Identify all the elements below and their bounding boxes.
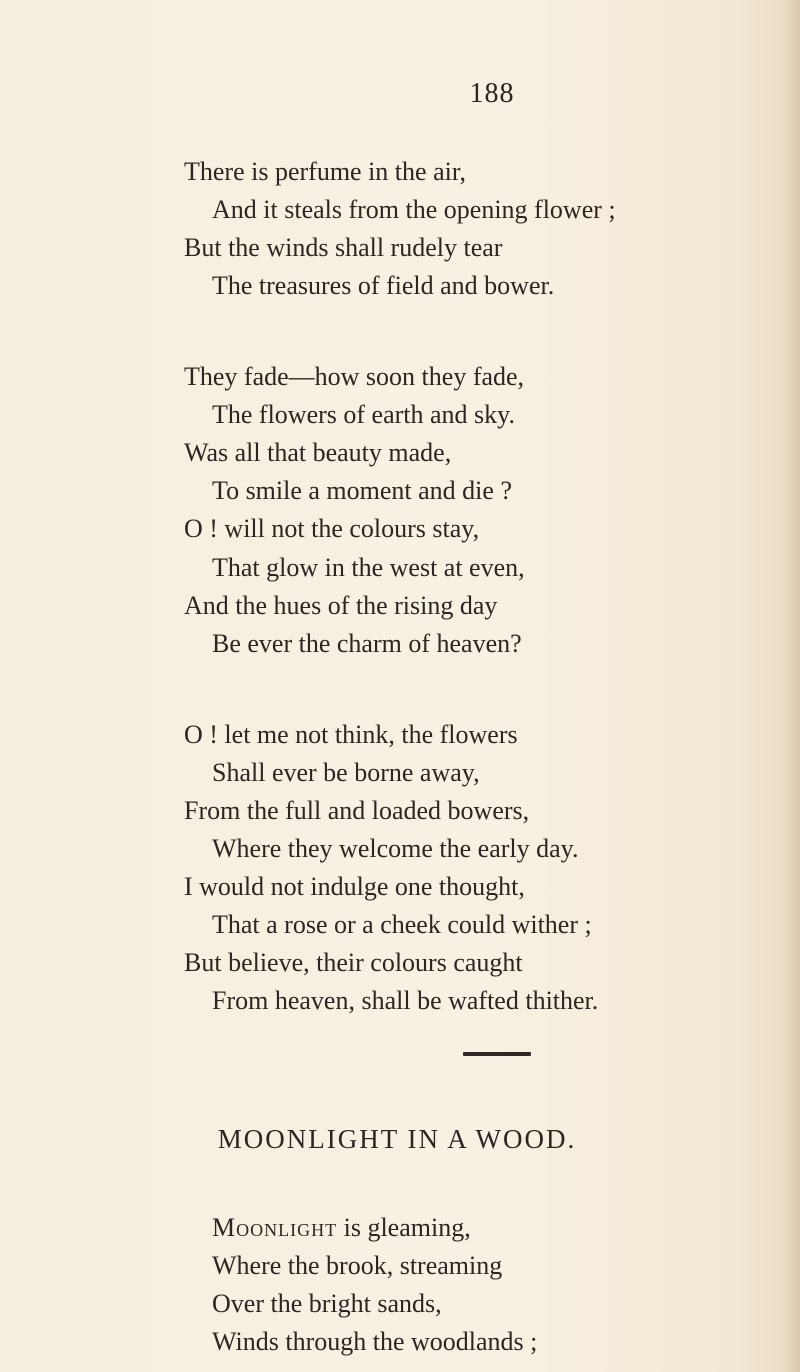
poem-title — [0, 1124, 800, 1155]
poem-line: Over the bright sands, — [212, 1289, 442, 1318]
page-number: 188 — [469, 78, 515, 109]
poem-line: The treasures of field and bower. — [212, 271, 555, 300]
poem-line: That a rose or a cheek could wither ; — [212, 910, 592, 939]
poem-title-text: MOONLIGHT IN A WOOD. — [217, 1124, 577, 1154]
poem-line: But believe, their colours caught — [184, 948, 523, 977]
poem-line: Shall ever be borne away, — [212, 758, 480, 787]
poem-line: To smile a moment and die ? — [212, 476, 512, 505]
poem-line: Winds through the woodlands ; — [212, 1327, 538, 1356]
first-line-rest: is gleaming, — [337, 1213, 471, 1242]
poem-line: There is perfume in the air, — [184, 157, 466, 186]
poem-line — [212, 1212, 471, 1244]
poem-line: But the winds shall rudely tear — [184, 233, 503, 262]
poem-line: Where the brook, streaming — [212, 1251, 503, 1280]
poem-line: That glow in the west at even, — [212, 553, 525, 582]
first-word: Moonlight — [212, 1213, 338, 1242]
poem-line: And the hues of the rising day — [184, 591, 498, 620]
poem-line: Was all that beauty made, — [184, 438, 452, 467]
section-divider — [463, 1052, 531, 1056]
poem-line: The flowers of earth and sky. — [212, 400, 515, 429]
poem-line: And it steals from the opening flower ; — [212, 195, 616, 224]
poem-line: I would not indulge one thought, — [184, 872, 525, 901]
page-edge-shadow — [786, 0, 800, 1372]
poem-line: O ! let me not think, the flowers — [184, 720, 518, 749]
poem-line: From heaven, shall be wafted thither. — [212, 986, 599, 1015]
poem-line: Be ever the charm of heaven? — [212, 629, 522, 658]
poem-line: They fade—how soon they fade, — [184, 362, 525, 391]
poem-line: From the full and loaded bowers, — [184, 796, 530, 825]
poem-line: O ! will not the colours stay, — [184, 514, 480, 543]
poem-line: Where they welcome the early day. — [212, 834, 579, 863]
